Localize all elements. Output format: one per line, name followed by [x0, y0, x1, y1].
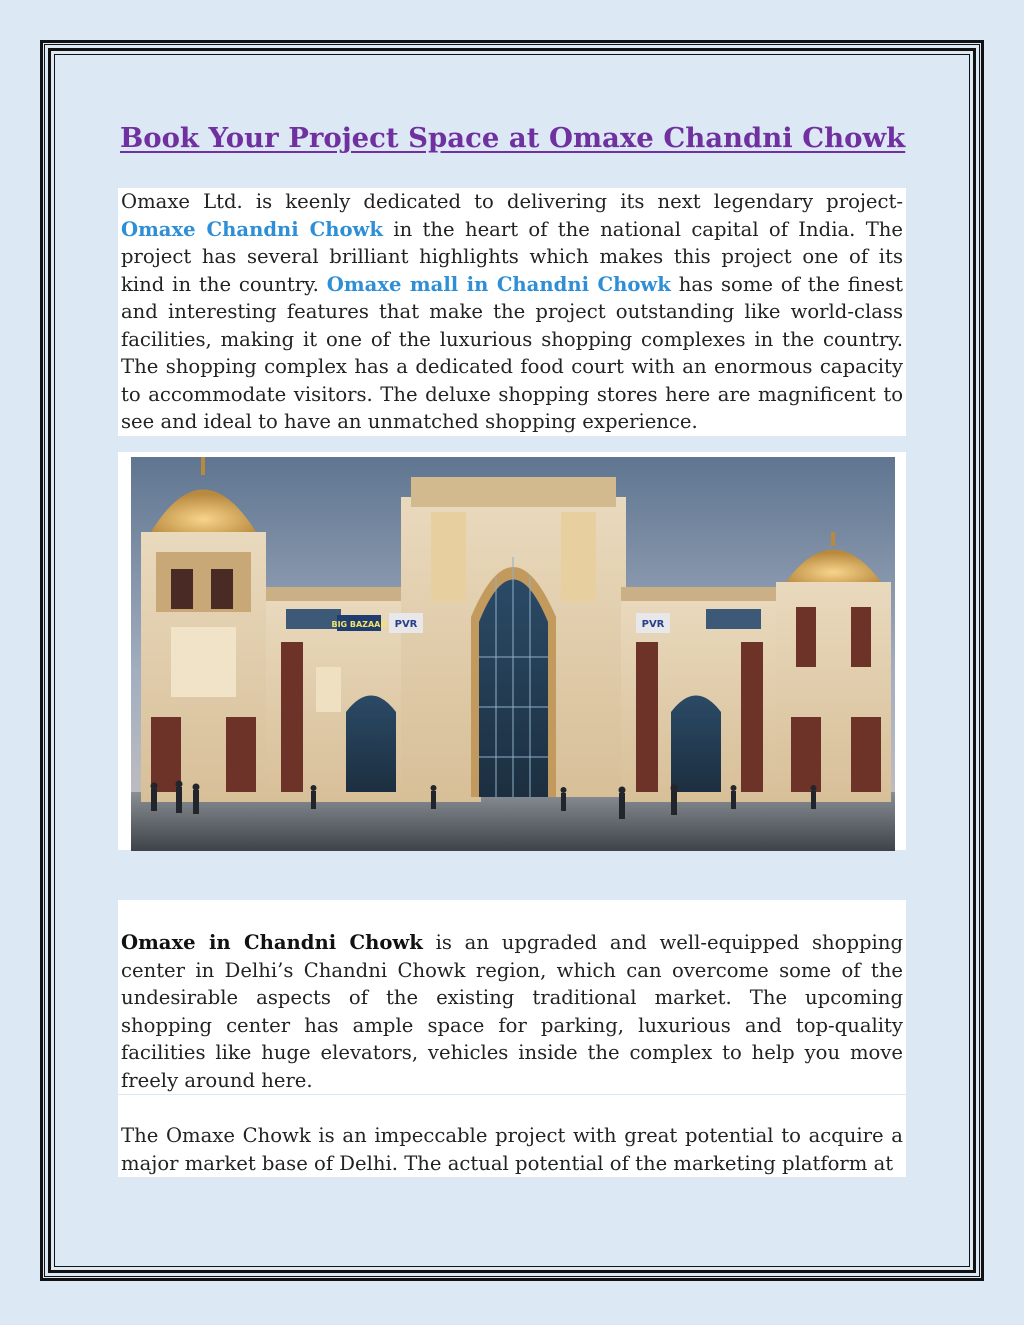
intro-text-3: has some of the finest and interesting features that make the project outstanding like world-class facilities, making it one of the luxurious shopping complexes in the country. The shopping complex has a dedicated food court with an enormous capacity to accommodate visitors. The deluxe shopping stores here are magnificent to see and ideal to have an unmatched shopping experience. — [121, 272, 903, 433]
page-title[interactable]: Book Your Project Space at Omaxe Chandni Chowk — [120, 122, 906, 154]
sign-pvr-left: PVR — [394, 619, 418, 630]
body-paragraph-3 — [118, 1122, 906, 1177]
intro-text-1: Omaxe Ltd. is keenly dedicated to delivering its next legendary project- — [121, 190, 903, 213]
sign-big-bazaar: BIG BAZAAR — [331, 620, 387, 629]
sign-pvr-right: PVR — [641, 619, 665, 630]
paragraph-2-text: is an upgraded and well-equipped shopping center in Delhi’s Chandni Chowk region, which can overcome some of the undesirable aspects of the existing traditional market. The upcoming shopping center has ample space for parking, luxurious and top-quality facilities like huge elevators, vehicles inside the complex to help you move freely around here. — [121, 931, 903, 1092]
paragraph-3-text: The Omaxe Chowk is an impeccable project with great potential to acquire a major market base of Delhi. The actual potential of the marketing platform at — [121, 1124, 903, 1175]
spacer-band — [118, 900, 906, 929]
spacer-band-2 — [118, 1095, 906, 1122]
intro-paragraph — [118, 188, 906, 436]
mall-image-container — [118, 452, 906, 850]
intro-text-2: in the heart of the national capital of India. The project has several brilliant highlights which makes this project one of its kind in the country. — [121, 217, 903, 296]
body-paragraph-2 — [118, 929, 906, 1094]
omaxe-mall-link[interactable]: Omaxe mall in Chandni Chowk — [326, 272, 671, 296]
omaxe-chandni-chowk-link[interactable]: Omaxe Chandni Chowk — [121, 217, 383, 241]
mall-rendering-image — [131, 457, 895, 851]
omaxe-in-chandni-chowk-bold: Omaxe in Chandni Chowk — [121, 931, 423, 954]
